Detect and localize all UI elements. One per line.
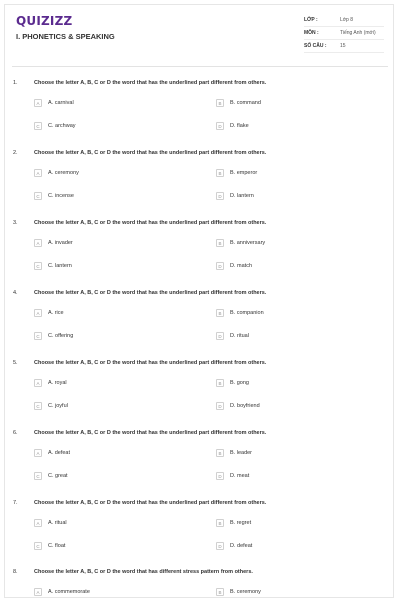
option-letter-box: B bbox=[216, 519, 224, 527]
worksheet-header bbox=[0, 0, 400, 70]
option-label: A. commemorate bbox=[48, 589, 90, 595]
option-letter-box: A bbox=[34, 99, 42, 107]
option-letter-box: D bbox=[216, 402, 224, 410]
question-5 bbox=[0, 360, 400, 430]
option-label: B. anniversary bbox=[230, 240, 266, 246]
option-label: D. ritual bbox=[230, 333, 249, 339]
option-label: A. ritual bbox=[48, 520, 67, 526]
header-divider bbox=[12, 66, 388, 67]
question-1 bbox=[0, 80, 400, 150]
option-letter-box: A bbox=[34, 169, 42, 177]
option-letter-box: C bbox=[34, 542, 42, 550]
question-prompt: Choose the letter A, B, C or D the word that has the underlined part different from others. bbox=[34, 290, 267, 296]
question-prompt: Choose the letter A, B, C or D the word that has the underlined part different from others. bbox=[34, 500, 267, 506]
option-letter-box: A bbox=[34, 309, 42, 317]
option-label: D. flake bbox=[230, 123, 249, 129]
question-prompt: Choose the letter A, B, C or D the word that has the underlined part different from others. bbox=[34, 430, 267, 436]
option-label: B. gong bbox=[230, 380, 249, 386]
option-label: C. lantern bbox=[48, 263, 72, 269]
question-number: 3. bbox=[13, 220, 18, 226]
question-3 bbox=[0, 220, 400, 290]
option-letter-box: A bbox=[34, 588, 42, 596]
option-label: C. float bbox=[48, 543, 66, 549]
question-7 bbox=[0, 500, 400, 570]
question-prompt: Choose the letter A, B, C or D the word that has the underlined part different from others. bbox=[34, 150, 267, 156]
option-letter-box: B bbox=[216, 99, 224, 107]
question-number: 7. bbox=[13, 500, 18, 506]
question-number: 4. bbox=[13, 290, 18, 296]
question-2 bbox=[0, 150, 400, 220]
option-label: D. meat bbox=[230, 473, 250, 479]
option-letter-box: B bbox=[216, 449, 224, 457]
option-letter-box: B bbox=[216, 239, 224, 247]
option-label: D. boyfriend bbox=[230, 403, 260, 409]
meta-subject-value: Tiếng Anh (mới) bbox=[340, 30, 376, 36]
meta-count-label: SỐ CÂU : bbox=[304, 43, 327, 49]
question-number: 1. bbox=[13, 80, 18, 86]
option-letter-box: A bbox=[34, 519, 42, 527]
option-letter-box: B bbox=[216, 588, 224, 596]
meta-class-row bbox=[304, 14, 384, 27]
option-label: B. companion bbox=[230, 310, 264, 316]
question-number: 5. bbox=[13, 360, 18, 366]
option-letter-box: B bbox=[216, 379, 224, 387]
option-label: D. lantern bbox=[230, 193, 254, 199]
question-number: 6. bbox=[13, 430, 18, 436]
option-label: B. ceremony bbox=[230, 589, 261, 595]
question-4 bbox=[0, 290, 400, 360]
question-prompt: Choose the letter A, B, C or D the word that has the underlined part different from others. bbox=[34, 220, 267, 226]
option-label: B. emperor bbox=[230, 170, 258, 176]
quizizz-logo: QUIZIZZ bbox=[16, 14, 73, 28]
meta-subject-row bbox=[304, 27, 384, 40]
worksheet-meta bbox=[304, 14, 384, 53]
option-label: C. great bbox=[48, 473, 68, 479]
option-letter-box: C bbox=[34, 402, 42, 410]
option-label: C. offering bbox=[48, 333, 74, 339]
meta-count-row bbox=[304, 40, 384, 53]
meta-class-value: Lớp 8 bbox=[340, 17, 354, 23]
question-6 bbox=[0, 430, 400, 500]
option-label: B. leader bbox=[230, 450, 253, 456]
option-label: B. regret bbox=[230, 520, 252, 526]
meta-subject-label: MÔN : bbox=[304, 30, 319, 36]
question-prompt: Choose the letter A, B, C or D the word that has the underlined part different from others. bbox=[34, 360, 267, 366]
option-label: C. archway bbox=[48, 123, 76, 129]
option-letter-box: D bbox=[216, 262, 224, 270]
question-number: 2. bbox=[13, 150, 18, 156]
option-label: D. defeat bbox=[230, 543, 253, 549]
meta-count-value: 15 bbox=[340, 43, 346, 49]
option-letter-box: A bbox=[34, 449, 42, 457]
option-label: C. joyful bbox=[48, 403, 68, 409]
option-letter-box: B bbox=[216, 169, 224, 177]
option-letter-box: B bbox=[216, 309, 224, 317]
option-letter-box: C bbox=[34, 332, 42, 340]
option-letter-box: D bbox=[216, 192, 224, 200]
option-label: A. carnival bbox=[48, 100, 74, 106]
option-label: B. command bbox=[230, 100, 261, 106]
option-letter-box: D bbox=[216, 122, 224, 130]
question-8 bbox=[0, 569, 400, 600]
option-letter-box: D bbox=[216, 542, 224, 550]
option-label: C. incense bbox=[48, 193, 74, 199]
question-prompt: Choose the letter A, B, C or D the word that has different stress pattern from others. bbox=[34, 569, 253, 575]
option-letter-box: D bbox=[216, 332, 224, 340]
option-letter-box: A bbox=[34, 379, 42, 387]
option-label: D. match bbox=[230, 263, 253, 269]
meta-class-label: LỚP : bbox=[304, 17, 318, 23]
option-label: A. defeat bbox=[48, 450, 71, 456]
option-letter-box: C bbox=[34, 262, 42, 270]
option-label: A. ceremony bbox=[48, 170, 79, 176]
option-letter-box: C bbox=[34, 192, 42, 200]
question-number: 8. bbox=[13, 569, 18, 575]
option-letter-box: D bbox=[216, 472, 224, 480]
option-label: A. rice bbox=[48, 310, 64, 316]
option-letter-box: C bbox=[34, 122, 42, 130]
page-title: I. PHONETICS & SPEAKING bbox=[16, 32, 115, 41]
question-prompt: Choose the letter A, B, C or D the word that has the underlined part different from others. bbox=[34, 80, 267, 86]
option-letter-box: A bbox=[34, 239, 42, 247]
option-label: A. invader bbox=[48, 240, 73, 246]
option-letter-box: C bbox=[34, 472, 42, 480]
option-label: A. royal bbox=[48, 380, 67, 386]
